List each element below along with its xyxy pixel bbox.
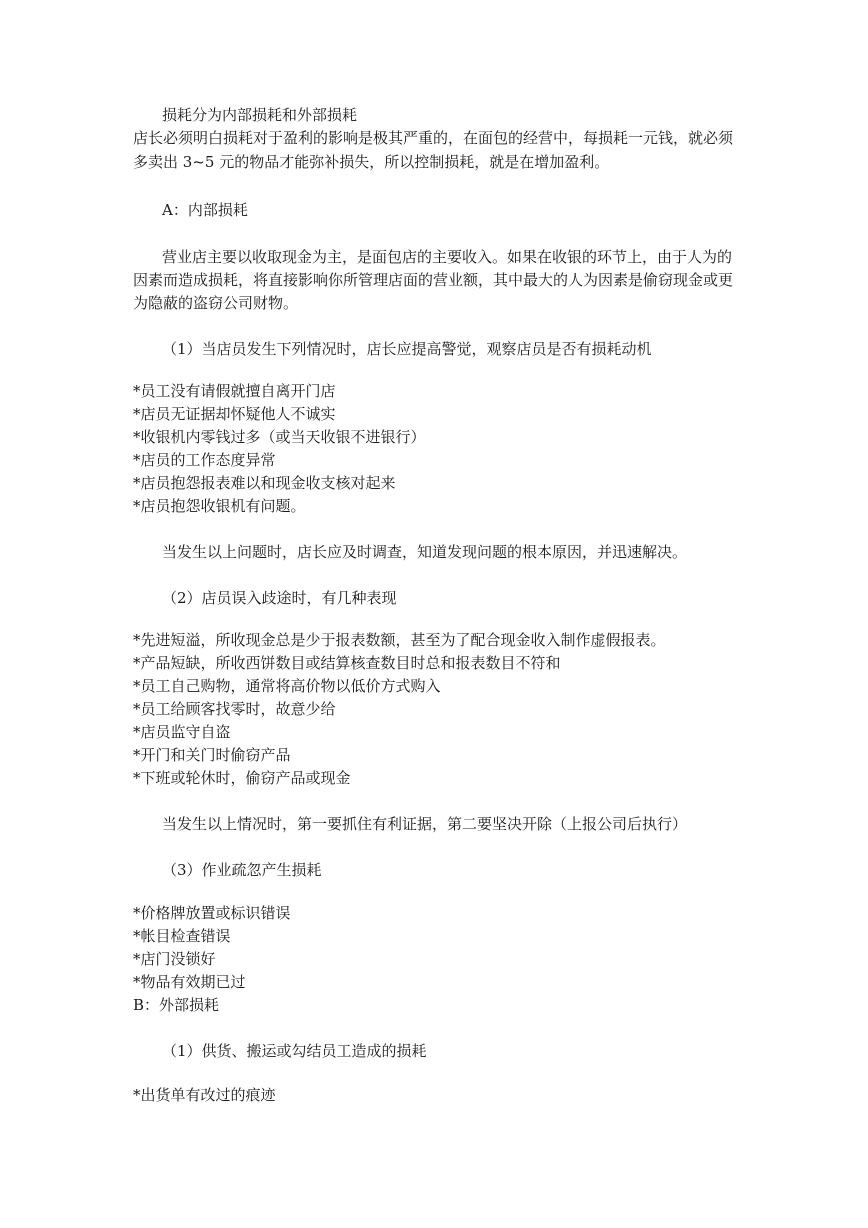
intro-line: 店长必须明白损耗对于盈利的影响是极其严重的，在面包的经营中，每损耗一元钱，就必须 bbox=[133, 129, 734, 147]
intro-heading: 损耗分为内部损耗和外部损耗 bbox=[162, 106, 358, 124]
list-item: *帐目检查错误 bbox=[133, 927, 231, 945]
list-item: *店员抱怨报表难以和现金收支核对起来 bbox=[133, 474, 396, 492]
sub1-conclusion: 当发生以上问题时，店长应及时调查，知道发现问题的根本原因，并迅速解决。 bbox=[162, 543, 688, 561]
list-item: *店员无证据却怀疑他人不诚实 bbox=[133, 405, 336, 423]
list-item: *下班或轮休时，偷窃产品或现金 bbox=[133, 769, 351, 787]
list-item: *物品有效期已过 bbox=[133, 973, 246, 991]
section-a-para-line: 为隐蔽的盗窃公司财物。 bbox=[133, 294, 299, 312]
section-a-para-line: 因素而造成损耗，将直接影响你所管理店面的营业额，其中最大的人为因素是偷窃现金或更 bbox=[133, 271, 734, 289]
list-item: *产品短缺，所收西饼数目或结算核查数目时总和报表数目不符和 bbox=[133, 654, 561, 672]
list-item: *店员抱怨收银机有问题。 bbox=[133, 497, 306, 515]
section-b-sub1-heading: （1）供货、搬运或勾结员工造成的损耗 bbox=[162, 1042, 427, 1060]
sub3-heading: （3）作业疏忽产生损耗 bbox=[162, 861, 322, 879]
sub2-conclusion: 当发生以上情况时，第一要抓住有利证据，第二要坚决开除（上报公司后执行） bbox=[162, 815, 688, 833]
list-item: *店员监守自盗 bbox=[133, 723, 231, 741]
list-item: *价格牌放置或标识错误 bbox=[133, 904, 291, 922]
sub2-heading: （2）店员误入歧途时，有几种表现 bbox=[162, 589, 397, 607]
list-item: *员工自己购物，通常将高价物以低价方式购入 bbox=[133, 677, 441, 695]
section-a-heading: A：内部损耗 bbox=[162, 201, 248, 219]
intro-line: 多卖出 3~5 元的物品才能弥补损失，所以控制损耗，就是在增加盈利。 bbox=[133, 153, 610, 171]
list-item: *先进短溢，所收现金总是少于报表数额，甚至为了配合现金收入制作虚假报表。 bbox=[133, 631, 666, 649]
sub1-heading: （1）当店员发生下列情况时，店长应提高警觉，观察店员是否有损耗动机 bbox=[162, 340, 652, 358]
list-item: *员工没有请假就擅自离开门店 bbox=[133, 382, 336, 400]
list-item: *收银机内零钱过多（或当天收银不进银行） bbox=[133, 428, 426, 446]
list-item: *出货单有改过的痕迹 bbox=[133, 1086, 276, 1104]
list-item: *开门和关门时偷窃产品 bbox=[133, 746, 291, 764]
list-item: *店员的工作态度异常 bbox=[133, 451, 276, 469]
list-item: *员工给顾客找零时，故意少给 bbox=[133, 700, 336, 718]
section-b-heading: B：外部损耗 bbox=[133, 996, 220, 1014]
list-item: *店门没锁好 bbox=[133, 950, 216, 968]
section-a-para-line: 营业店主要以收取现金为主，是面包店的主要收入。如果在收银的环节上，由于人为的 bbox=[162, 248, 733, 266]
